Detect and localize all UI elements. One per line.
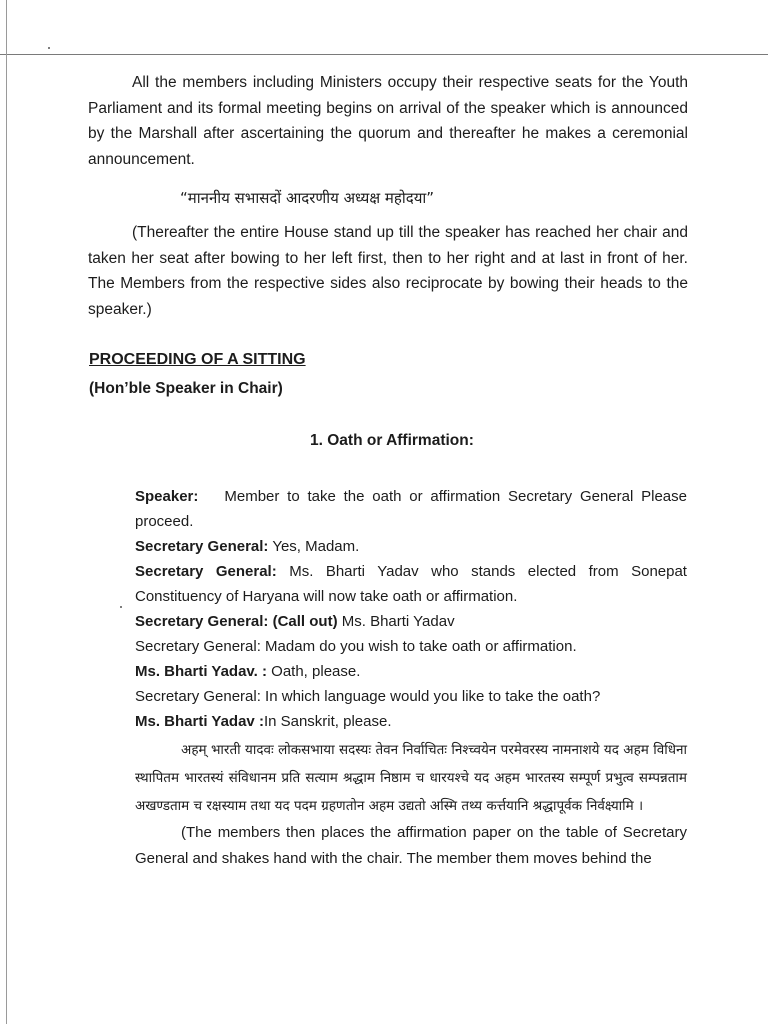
dialogue-text: Oath, please. xyxy=(267,663,361,680)
dialogue-text: Member to take the oath or affirmation Secretary General Please proceed. xyxy=(135,488,687,530)
scan-speck xyxy=(120,606,122,608)
dialogue-line xyxy=(135,609,687,634)
scan-top-border xyxy=(0,54,768,55)
section-subheading: (Hon’ble Speaker in Chair) xyxy=(89,380,283,397)
ceremonial-announcement: “माननीय सभासदों आदरणीय अध्यक्ष महोदया” xyxy=(180,189,435,207)
scan-left-border xyxy=(6,0,7,1024)
dialogue-line xyxy=(135,659,687,684)
dialogue-line xyxy=(135,484,687,534)
dialogue-text: In Sanskrit, please. xyxy=(263,713,392,730)
dialogue-text: Ms. Bharti Yadav xyxy=(337,613,455,630)
dialogue-line xyxy=(135,534,687,559)
speaker-label: Secretary General: (Call out) xyxy=(135,613,338,630)
dialogue-line: Secretary General: In which language would you like to take the oath? xyxy=(135,688,601,705)
scan-speck xyxy=(48,47,50,49)
speaker-label: Ms. Bharti Yadav. : xyxy=(135,663,267,680)
section-heading: PROCEEDING OF A SITTING xyxy=(89,351,306,368)
speaker-label: Secretary General: xyxy=(135,538,269,555)
sanskrit-oath-text: अहम् भारती यादवः लोकसभाया सदस्यः तेवन निर्वाचितः निश्च्वयेन परमेवरस्य नामनाशये यद अहम विधिना स्थापितम भारतस्यं संविधानम प्रति सत्याम श्रद्धाम निष्ठाम च धारयश्चे यद अहम भारतस्य सम्पूर्ण प्रभुत्व सम्पन्नताम अखण्डताम च रक्षस्याम तथा यद पदम ग्रहणतोन अहम उद्यतो अस्मि तथ्य कर्त्तयानि श्रद्धापूर्वक निर्वक्ष्यामि । xyxy=(135,742,687,814)
dialogue-line xyxy=(135,709,687,734)
stage-direction-paragraph: (Thereafter the entire House stand up till the speaker has reached her chair and taken her seat after bowing to her left first, then to her right and at last in front of her. The Members from the respective sides also reciprocate by bowing their heads to the speaker.) xyxy=(88,224,688,318)
item-heading: 1. Oath or Affirmation: xyxy=(310,432,474,449)
closing-stage-direction: (The members then places the affirmation paper on the table of Secretary General and shakes hand with the chair. The member them moves behind the xyxy=(135,824,687,867)
speaker-label: Secretary General: xyxy=(135,563,277,580)
dialogue-line xyxy=(135,559,687,609)
dialogue-text: Ms. Bharti Yadav who stands elected from Sonepat Constituency of Haryana will now take oath or affirmation. xyxy=(135,563,687,605)
dialogue-block xyxy=(135,484,687,872)
dialogue-line: Secretary General: Madam do you wish to take oath or affirmation. xyxy=(135,638,577,655)
speaker-label: Ms. Bharti Yadav : xyxy=(135,713,264,730)
intro-paragraph: All the members including Ministers occupy their respective seats for the Youth Parliament and its formal meeting begins on arrival of the speaker which is announced by the Marshall after ascertaining the quorum and thereafter he makes a ceremonial announcement. xyxy=(88,74,688,168)
dialogue-text: Yes, Madam. xyxy=(268,538,360,555)
speaker-label: Speaker: xyxy=(135,488,199,505)
